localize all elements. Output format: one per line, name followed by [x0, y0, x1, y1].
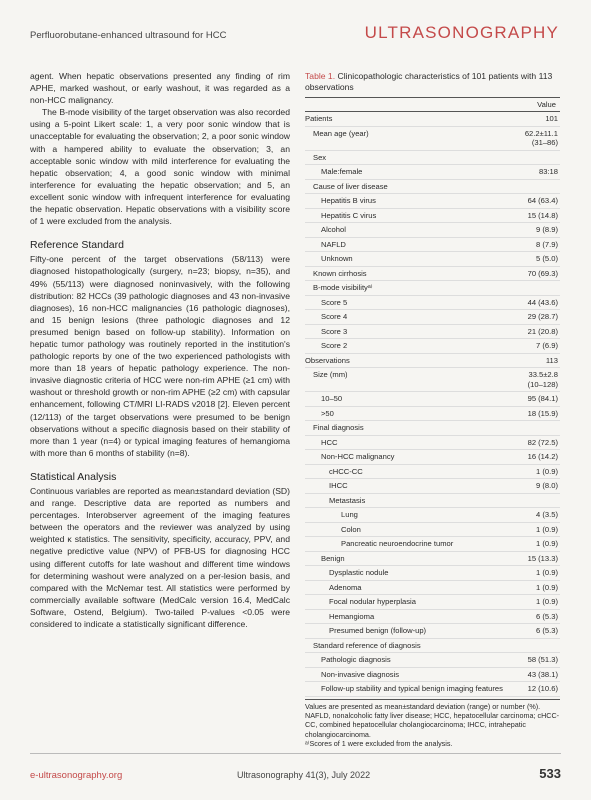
row-label: Presumed benign (follow-up)	[305, 624, 522, 639]
running-title: Perfluorobutane-enhanced ultrasound for HCC	[30, 30, 227, 41]
table-row	[305, 339, 560, 354]
table-row	[305, 493, 560, 508]
row-label: Final diagnosis	[305, 421, 522, 436]
table-row	[305, 595, 560, 610]
table-row	[305, 682, 560, 697]
row-value: 44 (43.6)	[522, 295, 560, 310]
table-row	[305, 266, 560, 281]
row-value	[522, 493, 560, 508]
table-row	[305, 522, 560, 537]
row-value: 7 (6.9)	[522, 339, 560, 354]
table-row	[305, 537, 560, 552]
table-row	[305, 126, 560, 150]
row-label: Unknown	[305, 252, 522, 267]
row-value: 83:18	[522, 165, 560, 180]
table-row	[305, 464, 560, 479]
characteristics-table	[305, 97, 560, 697]
row-value: 1 (0.9)	[522, 522, 560, 537]
row-label: NAFLD	[305, 237, 522, 252]
row-label: Hepatitis C virus	[305, 208, 522, 223]
paragraph-1: agent. When hepatic observations presented any finding of rim APHE, marked washout, or early washout, it was regarded as a non-HCC malignancy.	[30, 71, 290, 106]
row-label: IHCC	[305, 479, 522, 494]
row-value: 15 (13.3)	[522, 551, 560, 566]
row-value: 33.5±2.8 (10–128)	[522, 368, 560, 392]
table-caption	[305, 71, 560, 93]
table-row	[305, 580, 560, 595]
table-row	[305, 368, 560, 392]
footer-rule	[30, 753, 561, 754]
row-value: 1 (0.9)	[522, 595, 560, 610]
table-row	[305, 392, 560, 407]
row-value: 58 (51.3)	[522, 653, 560, 668]
table-row	[305, 223, 560, 238]
table-row	[305, 165, 560, 180]
table-note: ᵃ⁾Scores of 1 were excluded from the analysis.	[305, 739, 453, 749]
row-value	[522, 179, 560, 194]
table-row	[305, 667, 560, 682]
row-value: 15 (14.8)	[522, 208, 560, 223]
table-row	[305, 295, 560, 310]
row-label: Dysplastic nodule	[305, 566, 522, 581]
row-label: B-mode visibilityᵃ⁾	[305, 281, 522, 296]
paragraph-3: Fifty-one percent of the target observations (58/113) were diagnosed histopathologically (surgery, n=23; biopsy, n=35), and 49% (55/113) were diagnosed noninvasively, with the following distribution: 82 HCCs (39 pathologic diagnoses and 43 non-invasive diagnoses), 16 non-HCC malignancies (16 pathologic diagnoses), and 15 benign lesions (three pathologic diagnoses and 12 presumed benign based on follow-up stability). Information on hepatic tumor pathology was routinely reported in the institution's pathologic reports by one of the two experienced pathologists with more than 18 years of hepatic pathology experience. The non-invasive diagnostic criteria of HCC were non-rim APHE (≥1 cm) with washout or threshold growth or non-rim APHE (≥2 cm) with capsular enhancement, following CT/MRI LI-RADS v2018 [2]. Eleven percent (12/113) of the target observations were presumed to be benign observations without a specific diagnosis based on their stability of more than 1 year (n=4) or typical imaging features of hemangioma with more than 6 months of stability (n=8).	[30, 254, 290, 458]
row-label: Score 2	[305, 339, 522, 354]
footer-website: e-ultrasonography.org	[30, 770, 123, 781]
table-row	[305, 450, 560, 465]
table-row	[305, 179, 560, 194]
row-value: 5 (5.0)	[522, 252, 560, 267]
table-row	[305, 638, 560, 653]
row-value: 43 (38.1)	[522, 667, 560, 682]
row-value: 9 (8.0)	[522, 479, 560, 494]
heading-statistical-analysis: Statistical Analysis	[30, 470, 117, 483]
row-label: Alcohol	[305, 223, 522, 238]
row-value: 12 (10.6)	[522, 682, 560, 697]
row-value: 70 (69.3)	[522, 266, 560, 281]
row-label: Hemangioma	[305, 609, 522, 624]
table-row	[305, 435, 560, 450]
row-value	[522, 421, 560, 436]
row-value: 62.2±11.1 (31–86)	[522, 126, 560, 150]
table-row	[305, 237, 560, 252]
table-row	[305, 624, 560, 639]
heading-reference-standard: Reference Standard	[30, 239, 124, 252]
table-1	[305, 71, 560, 749]
row-value: 6 (5.3)	[522, 609, 560, 624]
table-row	[305, 653, 560, 668]
table-row	[305, 508, 560, 523]
row-label: Benign	[305, 551, 522, 566]
row-label: Male:female	[305, 165, 522, 180]
row-label: Metastasis	[305, 493, 522, 508]
row-label: Patients	[305, 112, 522, 127]
row-label: Hepatitis B virus	[305, 194, 522, 209]
table-row	[305, 566, 560, 581]
paragraph-4: Continuous variables are reported as mean±standard deviation (SD) and range. Descriptive data are reported as numbers and percentages. Interobserver agreement of the imaging features between the operators and the reviewer was analyzed by using weighted κ statistics. The sensitivity, specificity, accuracy, PPV, and negative predictive value (NPV) of PFB-US for diagnosing HCC using different cutoffs for late washout and different time windows for determining washout were analyzed on a per-lesion basis, and compared with the McNemar test. All statistics were performed by commercially available software (MedCalc version 16.4, MedCalc Software, Ostend, Belgium). Two-tailed P-values <0.05 were considered to indicate a statistically significant difference.	[30, 486, 290, 630]
row-value: 1 (0.9)	[522, 537, 560, 552]
table-row	[305, 194, 560, 209]
row-value: 16 (14.2)	[522, 450, 560, 465]
row-label: Lung	[305, 508, 522, 523]
row-label: Score 4	[305, 310, 522, 325]
table-notes	[305, 699, 560, 749]
paragraph-2: The B-mode visibility of the target observation was also recorded using a 5-point Likert scale: 1, a very poor sonic window that is unacceptable for evaluating the observation; 2, a poor sonic window with a hampered ability to evaluate the observation; 3, an acceptable sonic window with mild interference for evaluating the hepatic observation; 4, a good sonic window with minimal interference for evaluating the hepatic observation; and 5, an excellent sonic window with infrequent interference for evaluating the hepatic observation. Hepatic observations with a visibility score of 1 were excluded from the analysis.	[30, 107, 290, 227]
page-number: 533	[539, 766, 561, 781]
row-value: 8 (7.9)	[522, 237, 560, 252]
row-value: 64 (63.4)	[522, 194, 560, 209]
table-label: Table 1.	[305, 71, 336, 81]
table-row	[305, 150, 560, 165]
row-label: Size (mm)	[305, 368, 522, 392]
row-value: 21 (20.8)	[522, 324, 560, 339]
table-row	[305, 609, 560, 624]
row-label: Standard reference of diagnosis	[305, 638, 522, 653]
row-value: 29 (28.7)	[522, 310, 560, 325]
row-label: Pathologic diagnosis	[305, 653, 522, 668]
left-column	[30, 70, 290, 630]
row-value: 18 (15.9)	[522, 406, 560, 421]
footer-citation: Ultrasonography 41(3), July 2022	[237, 770, 371, 780]
row-value: 1 (0.9)	[522, 464, 560, 479]
row-value	[522, 638, 560, 653]
row-value: 1 (0.9)	[522, 580, 560, 595]
journal-name: ULTRASONOGRAPHY	[364, 23, 559, 42]
row-label: Cause of liver disease	[305, 179, 522, 194]
row-value: 1 (0.9)	[522, 566, 560, 581]
row-value: 101	[522, 112, 560, 127]
table-row	[305, 252, 560, 267]
row-label: Colon	[305, 522, 522, 537]
row-label: >50	[305, 406, 522, 421]
row-label: cHCC-CC	[305, 464, 522, 479]
table-row	[305, 421, 560, 436]
row-label: 10–50	[305, 392, 522, 407]
row-label: Sex	[305, 150, 522, 165]
row-label: Known cirrhosis	[305, 266, 522, 281]
table-caption-text: Clinicopathologic characteristics of 101 patients with 113 observations	[305, 71, 553, 92]
row-label: Non-HCC malignancy	[305, 450, 522, 465]
table-row	[305, 479, 560, 494]
value-column-header: Value	[522, 98, 560, 112]
row-value	[522, 281, 560, 296]
table-row	[305, 406, 560, 421]
row-label: Adenoma	[305, 580, 522, 595]
row-label: Mean age (year)	[305, 126, 522, 150]
row-value: 4 (3.5)	[522, 508, 560, 523]
row-value	[522, 150, 560, 165]
table-row	[305, 353, 560, 368]
table-row	[305, 324, 560, 339]
table-row	[305, 208, 560, 223]
table-note: Values are presented as mean±standard deviation (range) or number (%).	[305, 701, 541, 711]
row-value: 6 (5.3)	[522, 624, 560, 639]
row-label: Focal nodular hyperplasia	[305, 595, 522, 610]
row-label: Observations	[305, 353, 522, 368]
table-row	[305, 112, 560, 127]
row-label: Score 3	[305, 324, 522, 339]
row-value: 82 (72.5)	[522, 435, 560, 450]
table-row	[305, 281, 560, 296]
row-value: 95 (84.1)	[522, 392, 560, 407]
table-row	[305, 551, 560, 566]
row-label: Non-invasive diagnosis	[305, 667, 522, 682]
row-label: Pancreatic neuroendocrine tumor	[305, 537, 522, 552]
row-label: Score 5	[305, 295, 522, 310]
row-label: Follow-up stability and typical benign imaging features	[305, 682, 522, 697]
table-row	[305, 310, 560, 325]
row-label: HCC	[305, 435, 522, 450]
row-value: 113	[522, 353, 560, 368]
row-value: 9 (8.9)	[522, 223, 560, 238]
table-note: NAFLD, nonalcoholic fatty liver disease; HCC, hepatocellular carcinoma; cHCC-CC, combined hepatocellular cholangiocarcinoma; IHCC, intrahepatic cholangiocarcinoma.	[305, 710, 560, 739]
